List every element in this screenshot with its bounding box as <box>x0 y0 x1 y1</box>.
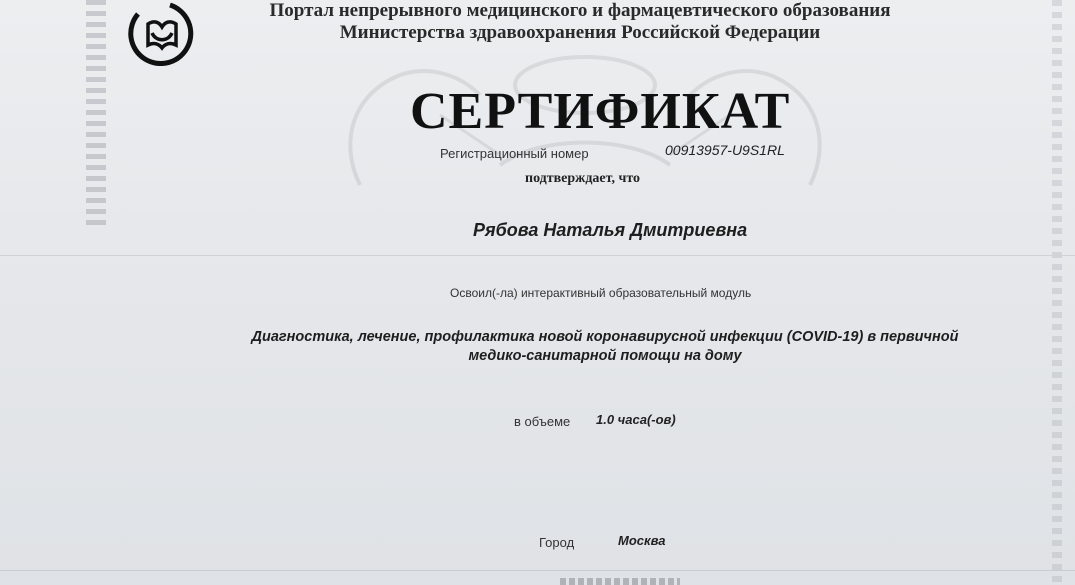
portal-book-logo-icon <box>128 0 196 66</box>
left-perforation <box>86 0 106 230</box>
volume-value: 1.0 часа(-ов) <box>596 412 676 427</box>
course-title <box>230 328 980 366</box>
portal-name-line2: Министерства здравоохранения Российской Федерации <box>339 22 821 43</box>
certificate-title: СЕРТИФИКАТ <box>410 83 791 140</box>
course-title-line1: Диагностика, лечение, профилактика новой коронавирусной инфекции (COVID-19) в первичной <box>251 329 959 345</box>
right-perforation <box>1052 0 1062 585</box>
confirms-text: подтверждает, что <box>525 171 641 186</box>
city-value: Москва <box>618 533 666 548</box>
course-title-line2: медико-санитарной помощи на дому <box>468 348 742 364</box>
registration-number-label: Регистрационный номер <box>440 146 589 161</box>
recipient-name: Рябова Наталья Дмитриевна <box>473 220 748 240</box>
paper-fold-line <box>0 255 1075 256</box>
city-label: Город <box>539 535 575 550</box>
registration-number-value: 00913957-U9S1RL <box>665 142 785 158</box>
mastered-module-label: Освоил(-ла) интерактивный образовательный модуль <box>450 286 752 300</box>
cropped-date-text <box>560 574 700 585</box>
paper-fold-line-bottom <box>0 570 1075 571</box>
portal-name-line1: Портал непрерывного медицинского и фармацевтического образования <box>269 0 891 21</box>
volume-label: в объеме <box>514 414 571 429</box>
